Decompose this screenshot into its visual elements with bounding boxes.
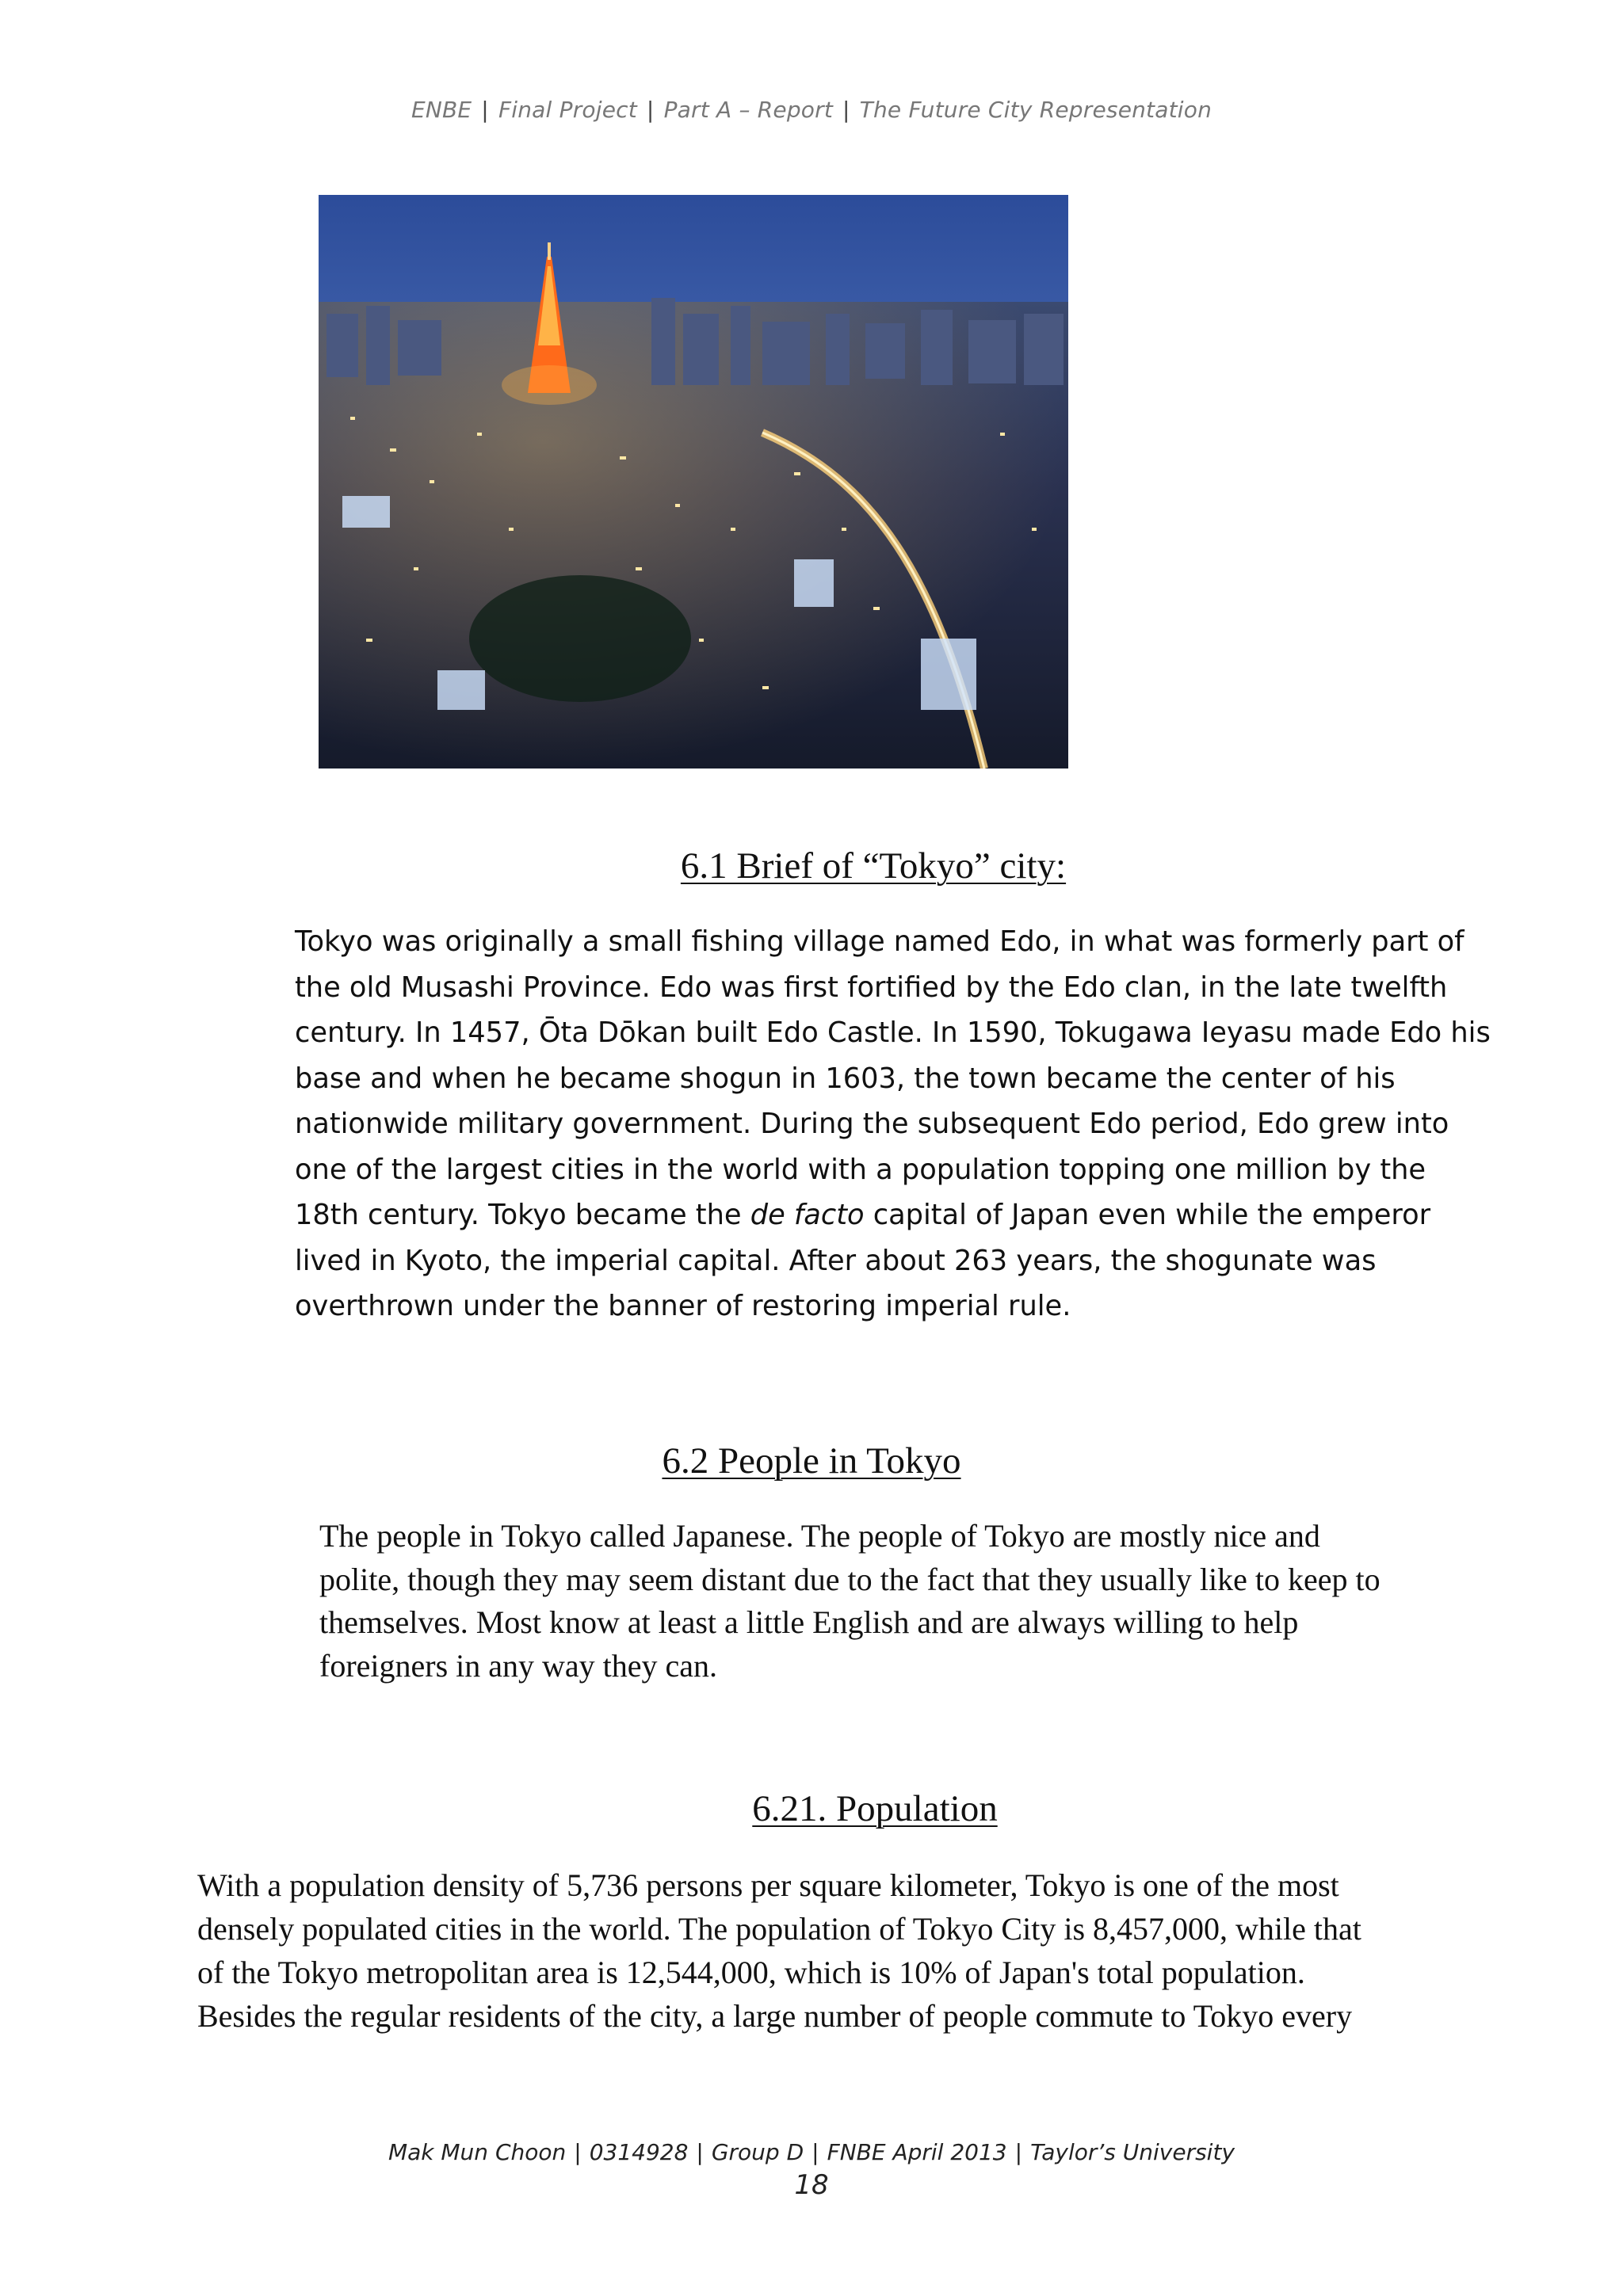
- people-line: foreigners in any way they can.: [319, 1647, 718, 1684]
- header-separator: |: [481, 97, 489, 123]
- people-line: The people in Tokyo called Japanese. The people of Tokyo are mostly nice and: [319, 1518, 1320, 1554]
- header-project: Final Project: [498, 97, 637, 123]
- people-paragraph: [319, 1515, 1381, 1688]
- brief-line: [295, 1192, 1440, 1238]
- brief-emphasis: de facto: [750, 1199, 865, 1231]
- population-line: of the Tokyo metropolitan area is 12,544,000, which is 10% of Japan's total population.: [197, 1955, 1305, 1990]
- brief-line: one of the largest cities in the world with a population topping one million by the: [295, 1153, 1426, 1186]
- header-separator: |: [646, 97, 655, 123]
- footer-author: Mak Mun Choon: [388, 2139, 567, 2165]
- header-course: ENBE: [411, 97, 472, 123]
- section-heading-people: 6.2 People in Tokyo: [662, 1440, 961, 1482]
- brief-line: Tokyo was originally a small fishing village named Edo, in what was formerly part of: [295, 925, 1465, 958]
- brief-line: base and when he became shogun in 1603, the town became the center of his: [295, 1062, 1396, 1095]
- page-footer: [0, 2139, 1623, 2165]
- population-line: densely populated cities in the world. The population of Tokyo City is 8,457,000, while that: [197, 1911, 1361, 1947]
- brief-paragraph: [295, 919, 1491, 1329]
- footer-group: Group D: [711, 2139, 804, 2165]
- header-topic: The Future City Representation: [859, 97, 1212, 123]
- section-heading-population: 6.21. Population: [752, 1788, 998, 1829]
- footer-separator: |: [812, 2139, 819, 2165]
- brief-line-part: capital of Japan even while the emperor: [864, 1199, 1431, 1231]
- tokyo-night-photo: [319, 195, 1068, 769]
- tokyo-night-illustration: [319, 195, 1068, 769]
- footer-separator: |: [1014, 2139, 1023, 2165]
- page-header: [0, 97, 1623, 123]
- footer-separator: |: [696, 2139, 704, 2165]
- population-line: Besides the regular residents of the city, a large number of people commute to Tokyo every: [197, 1998, 1353, 2034]
- brief-line-part: 18th century. Tokyo became the: [295, 1199, 750, 1231]
- footer-intake: FNBE April 2013: [827, 2139, 1007, 2165]
- header-part: Part A – Report: [663, 97, 834, 123]
- brief-line: lived in Kyoto, the imperial capital. After about 263 years, the shogunate was: [295, 1244, 1377, 1277]
- people-line: polite, though they may seem distant due to the fact that they usually like to keep to: [319, 1561, 1381, 1597]
- brief-line: nationwide military government. During the subsequent Edo period, Edo grew into: [295, 1108, 1449, 1140]
- page-number: 18: [794, 2169, 829, 2201]
- footer-student-id: 0314928: [589, 2139, 689, 2165]
- brief-line: century. In 1457, Ōta Dōkan built Edo Castle. In 1590, Tokugawa Ieyasu made Edo his: [295, 1016, 1491, 1049]
- section-heading-brief: 6.1 Brief of “Tokyo” city:: [680, 845, 1067, 887]
- header-separator: |: [842, 97, 850, 123]
- footer-separator: |: [574, 2139, 582, 2165]
- population-paragraph: [197, 1863, 1361, 2038]
- footer-university: Taylor’s University: [1030, 2139, 1235, 2165]
- brief-line: the old Musashi Province. Edo was first fortified by the Edo clan, in the late twelfth: [295, 971, 1448, 1004]
- brief-line: overthrown under the banner of restoring imperial rule.: [295, 1290, 1071, 1322]
- population-line: With a population density of 5,736 persons per square kilometer, Tokyo is one of the most: [197, 1867, 1339, 1903]
- people-line: themselves. Most know at least a little English and are always willing to help: [319, 1604, 1299, 1640]
